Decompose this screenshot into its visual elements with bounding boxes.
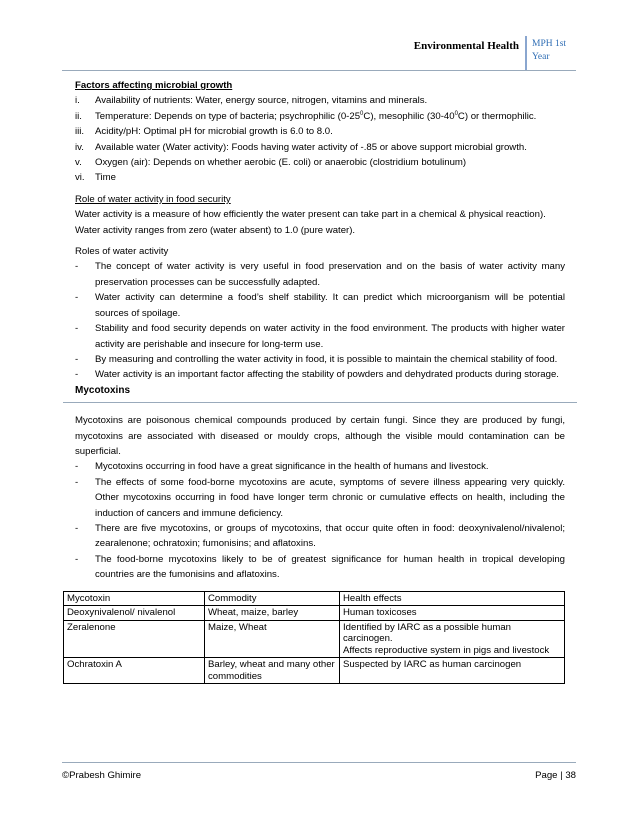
- list-item: [75, 475, 565, 521]
- list-marker: ii.: [75, 110, 82, 122]
- list-item: [75, 352, 565, 367]
- list-marker: v.: [75, 157, 82, 169]
- mycotoxins-rule: [63, 402, 577, 403]
- list-marker: -: [75, 461, 79, 473]
- table-cell: Suspected by IARC as human carcinogen: [340, 658, 565, 684]
- list-marker: i.: [75, 95, 80, 107]
- table-cell: Deoxynivalenol/ nivalenol: [64, 606, 205, 621]
- list-marker: -: [75, 369, 79, 381]
- table-cell: Human toxicoses: [340, 606, 565, 621]
- list-marker: -: [75, 261, 79, 273]
- list-marker: -: [75, 522, 79, 534]
- list-item: [75, 367, 565, 382]
- list-marker: -: [75, 292, 79, 304]
- list-item: [75, 93, 565, 108]
- list-item-text: Water activity can determine a food’s shelf stability. It can predict which microorganism will be potential sources of spoilage.: [95, 292, 565, 319]
- list-item: [75, 290, 565, 321]
- microbial-factors-list: [75, 93, 565, 185]
- list-item-text: Availability of nutrients: Water, energy source, nitrogen, vitamins and minerals.: [95, 95, 428, 107]
- header-year: MPH 1st Year: [532, 39, 567, 62]
- mycotoxins-list: [75, 459, 565, 582]
- list-item: [75, 170, 565, 185]
- list-item-text: Available water (Water activity): Foods having water activity of -.85 or above support microbial growth.: [95, 141, 527, 153]
- table-cell: Commodity: [205, 591, 340, 606]
- list-item: [75, 552, 565, 583]
- list-item-text: Mycotoxins occurring in food have a great significance in the health of humans and livestock.: [95, 461, 489, 473]
- list-item-text: Temperature: Depends on type of bacteria; psychrophilic $(0-25^0C)$, mesophilic $(30-40^0C)$ or thermophilic.: [95, 110, 537, 122]
- table-cell: Wheat, maize, barley: [205, 606, 340, 621]
- roles-list: [75, 259, 565, 382]
- section-heading-microbial-growth: Factors affecting microbial growth: [75, 80, 233, 91]
- list-item: [75, 259, 565, 290]
- header-rule: [62, 70, 576, 71]
- section-heading-water-activity: Role of water activity in food security: [75, 193, 231, 205]
- list-item-text: By measuring and controlling the water activity in food, it is possible to maintain the chemical stability of food.: [95, 353, 558, 365]
- list-marker: -: [75, 553, 79, 565]
- page-header: [414, 36, 576, 70]
- water-activity-definition: Water activity is a measure of how efficiently the water present can take part in a chemical & physical reaction).: [75, 209, 546, 221]
- table-cell: Health effects: [340, 591, 565, 606]
- list-item-text: Water activity is an important factor affecting the stability of powders and dehydrated products during storage.: [95, 369, 559, 381]
- list-item-text: The concept of water activity is very useful in food preservation and on the basis of water activity many preservation processes can be successfully adapted.: [95, 261, 565, 288]
- section-heading-mycotoxins: Mycotoxins: [75, 384, 131, 396]
- footer-page-number: Page | 38: [535, 770, 576, 781]
- table-row: [64, 658, 565, 684]
- list-item: [75, 459, 565, 474]
- list-marker: vi.: [75, 172, 85, 184]
- roles-heading: Roles of water activity: [75, 246, 169, 258]
- list-marker: iv.: [75, 141, 84, 153]
- header-divider: [525, 36, 527, 70]
- list-marker: -: [75, 323, 79, 335]
- list-marker: -: [75, 476, 79, 488]
- table-cell: Barley, wheat and many other commodities: [205, 658, 340, 684]
- table-row: [64, 606, 565, 621]
- page-body: [67, 78, 565, 684]
- footer-author: ©Prabesh Ghimire: [62, 770, 142, 781]
- list-item: [75, 140, 565, 155]
- list-item: [75, 124, 565, 139]
- list-item: [75, 521, 565, 552]
- table-header-row: [64, 591, 565, 606]
- table-cell: Zeralenone: [64, 620, 205, 658]
- list-item-text: The effects of some food-borne mycotoxins are acute, symptoms of severe illness appearing very quickly. Other mycotoxins occurring in food have longer term chronic or cumulative effects on health, including the induction of cancers and immune deficiency.: [95, 476, 565, 519]
- list-marker: iii.: [75, 126, 85, 138]
- table-cell: Mycotoxin: [64, 591, 205, 606]
- list-item-text: Acidity/pH: Optimal pH for microbial growth is 6.0 to 8.0.: [95, 126, 333, 138]
- list-item: [75, 155, 565, 170]
- water-activity-range: Water activity ranges from zero (water absent) to 1.0 (pure water).: [75, 224, 356, 236]
- list-item: [75, 109, 565, 124]
- list-marker: -: [75, 353, 79, 365]
- list-item-text: Oxygen (air): Depends on whether aerobic (E. coli) or anaerobic (clostridium botulinum): [95, 157, 467, 169]
- header-title: Environmental Health: [413, 40, 519, 52]
- list-item: [75, 321, 565, 352]
- list-item-text: Stability and food security depends on water activity in the food environment. The products with higher water activity are perishable and insecure for long-term use.: [95, 323, 565, 350]
- table-row: [64, 620, 565, 658]
- list-item-text: There are five mycotoxins, or groups of mycotoxins, that occur quite often in food: deoxynivalenol/nivalenol; zearalenone; ochratoxin; fumonisins; and aflatoxins.: [95, 522, 565, 550]
- list-item-text: Time: [95, 172, 116, 184]
- footer-rule: [62, 762, 576, 763]
- mycotoxins-intro: Mycotoxins are poisonous chemical compounds produced by certain fungi. Since they are produced by fungi, mycotoxins are associated with diseased or mouldy crops, although the visible mould contamination can be superficial.: [75, 415, 565, 457]
- mycotoxin-table: [63, 591, 565, 685]
- table-cell: Identified by IARC as a possible human carcinogen. Affects reproductive system in pigs and livestock: [340, 620, 565, 658]
- table-cell: Ochratoxin A: [64, 658, 205, 684]
- table-cell: Maize, Wheat: [205, 620, 340, 658]
- list-item-text: The food-borne mycotoxins likely to be of greatest significance for human health in tropical developing countries are the fumonisins and aflatoxins.: [95, 553, 565, 581]
